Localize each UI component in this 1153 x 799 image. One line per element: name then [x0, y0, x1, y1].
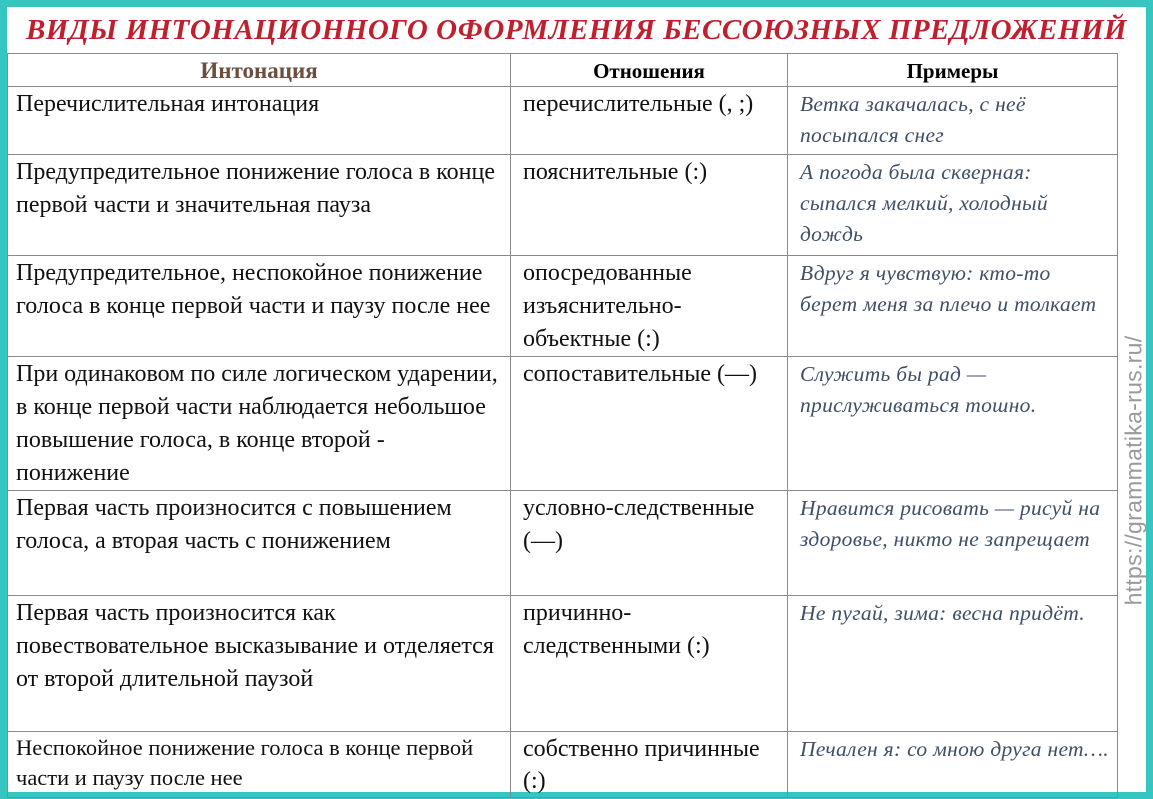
table-row	[8, 491, 1118, 596]
intonation-cell: Первая часть произносится как повествовательное высказывание и отделяется от второй длительной паузой	[8, 596, 511, 732]
example-cell: Нравится рисовать — рисуй на здоровье, никто не запрещает	[788, 491, 1118, 596]
table-row	[8, 87, 1118, 155]
table-row	[8, 155, 1118, 256]
page-title-text: ВИДЫ ИНТОНАЦИОННОГО ОФОРМЛЕНИЯ БЕССОЮЗНЫХ ПРЕДЛОЖЕНИЙ	[25, 13, 1128, 46]
relations-cell: пояснительные (:)	[511, 155, 788, 256]
relations-cell: опосредованные изъяснительно-объектные (:)	[511, 256, 788, 357]
intonation-cell: Неспокойное понижение голоса в конце первой части и паузу после нее	[8, 732, 511, 798]
intonation-cell: Первая часть произносится с повышением голоса, а вторая часть с понижением	[8, 491, 511, 596]
relations-cell: перечислительные (, ;)	[511, 87, 788, 155]
page-title	[7, 7, 1146, 53]
table-row	[8, 596, 1118, 732]
relations-cell: сопоставительные (—)	[511, 357, 788, 491]
table-header-row	[8, 54, 1118, 87]
intonation-cell: При одинаковом по силе логическом ударении, в конце первой части наблюдается небольшое повышение голоса, в конце второй - понижение	[8, 357, 511, 491]
intonation-cell: Перечислительная интонация	[8, 87, 511, 155]
relations-cell: собственно причинные (:)	[511, 732, 788, 798]
intonation-cell: Предупредительное понижение голоса в конце первой части и значительная пауза	[8, 155, 511, 256]
intonation-table	[7, 53, 1118, 798]
example-cell: Служить бы рад — прислуживаться тошно.	[788, 357, 1118, 491]
example-cell: Не пугай, зима: весна придёт.	[788, 596, 1118, 732]
header-relations: Отношения	[511, 54, 788, 87]
example-cell: А погода была скверная: сыпался мелкий, холодный дождь	[788, 155, 1118, 256]
header-intonation: Интонация	[8, 54, 511, 87]
example-cell: Вдруг я чувствую: кто-то берет меня за плечо и толкает	[788, 256, 1118, 357]
table-row	[8, 357, 1118, 491]
relations-cell: условно-следственные (—)	[511, 491, 788, 596]
relations-cell: причинно-следственными (:)	[511, 596, 788, 732]
watermark-text: https://grammatika-rus.ru/	[1120, 335, 1147, 605]
intonation-cell: Предупредительное, неспокойное понижение голоса в конце первой части и паузу после нее	[8, 256, 511, 357]
example-cell: Печален я: со мною друга нет….	[788, 732, 1118, 798]
watermark	[1118, 330, 1150, 610]
table-row	[8, 256, 1118, 357]
header-examples: Примеры	[788, 54, 1118, 87]
table-row	[8, 732, 1118, 798]
example-cell: Ветка закачалась, с неё посыпался снег	[788, 87, 1118, 155]
